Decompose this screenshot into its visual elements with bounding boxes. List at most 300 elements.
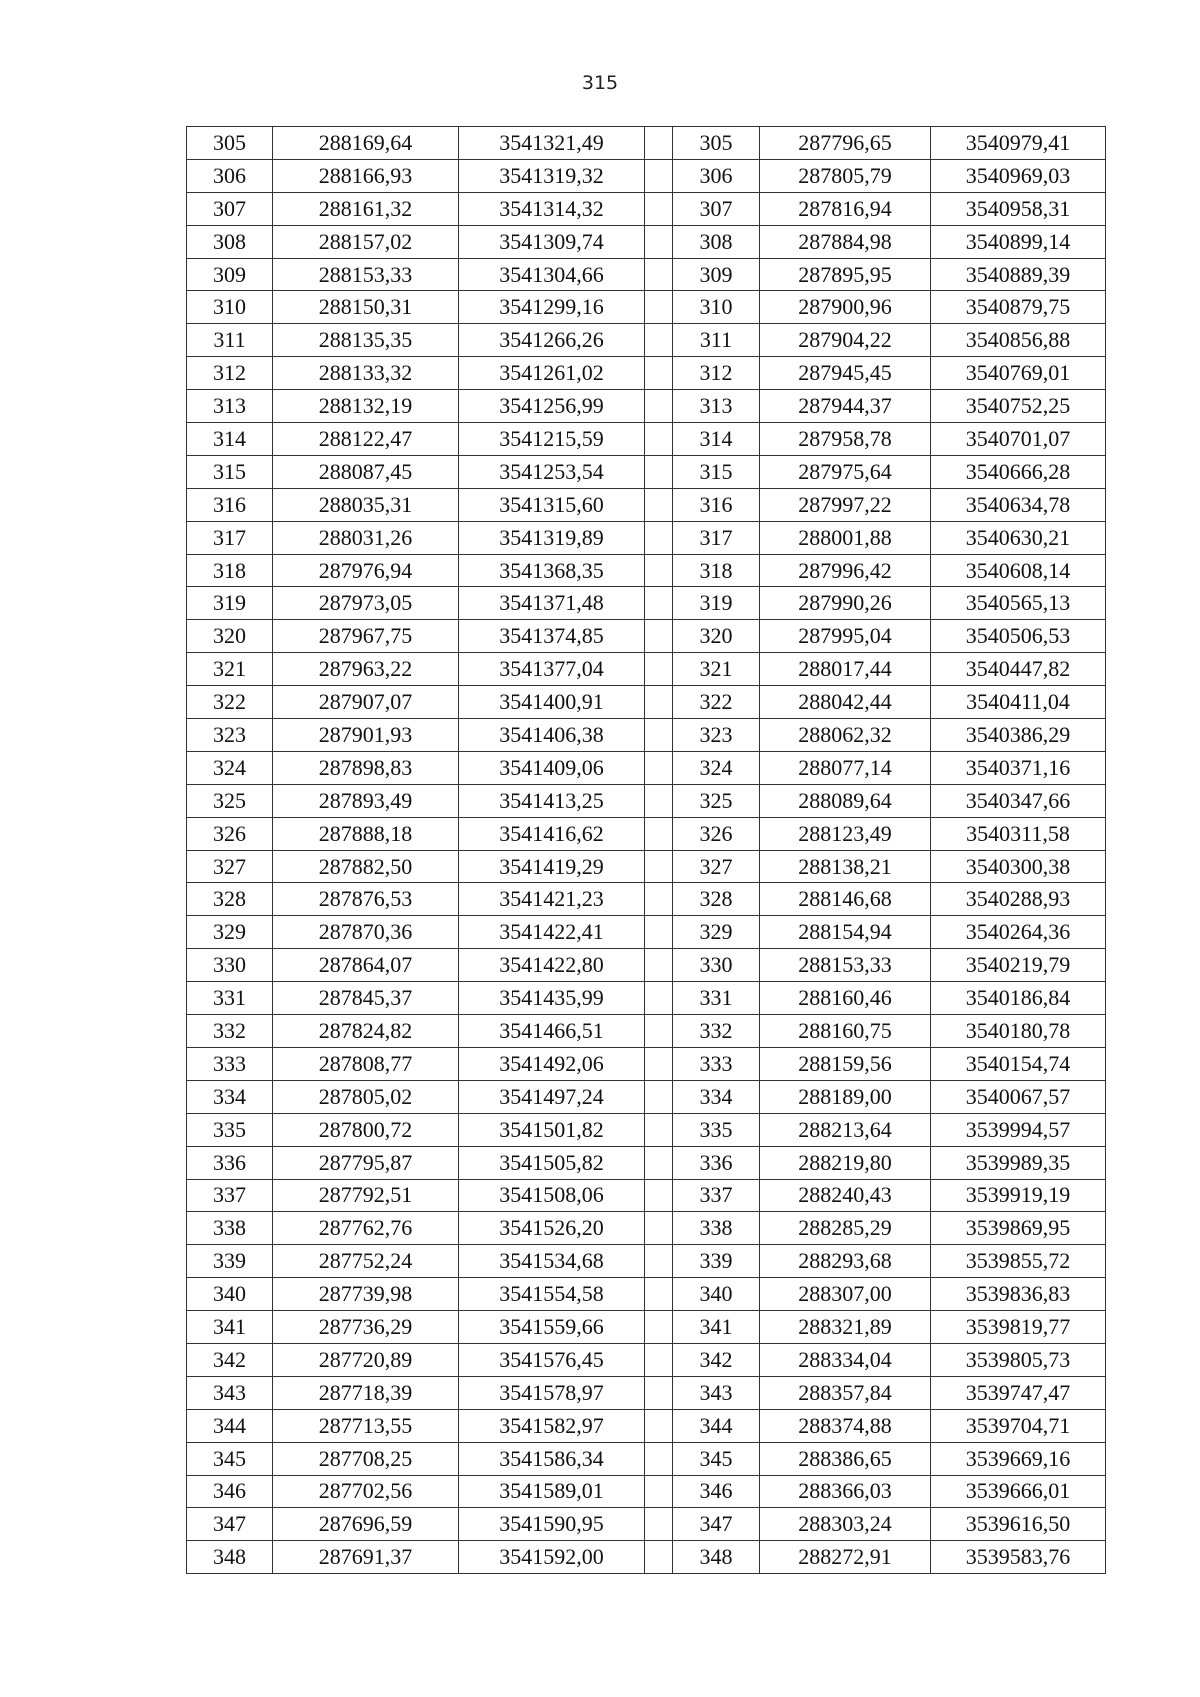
left-point-number: 316 xyxy=(187,488,273,521)
separator-cell xyxy=(645,653,673,686)
left-y-coordinate: 3541559,66 xyxy=(459,1311,645,1344)
left-y-coordinate: 3541421,23 xyxy=(459,883,645,916)
left-x-coordinate: 287907,07 xyxy=(273,686,459,719)
right-point-number: 340 xyxy=(673,1278,760,1311)
right-x-coordinate: 288321,89 xyxy=(760,1311,931,1344)
right-y-coordinate: 3540889,39 xyxy=(931,258,1106,291)
table-row xyxy=(187,1245,1106,1278)
right-y-coordinate: 3540879,75 xyxy=(931,291,1106,324)
left-x-coordinate: 287696,59 xyxy=(273,1508,459,1541)
left-y-coordinate: 3541589,01 xyxy=(459,1475,645,1508)
right-y-coordinate: 3539919,19 xyxy=(931,1179,1106,1212)
right-x-coordinate: 287958,78 xyxy=(760,423,931,456)
right-point-number: 320 xyxy=(673,620,760,653)
right-y-coordinate: 3540899,14 xyxy=(931,225,1106,258)
left-point-number: 334 xyxy=(187,1080,273,1113)
right-point-number: 343 xyxy=(673,1376,760,1409)
left-y-coordinate: 3541315,60 xyxy=(459,488,645,521)
left-x-coordinate: 288161,32 xyxy=(273,192,459,225)
right-point-number: 341 xyxy=(673,1311,760,1344)
table-row xyxy=(187,1179,1106,1212)
table-row xyxy=(187,1278,1106,1311)
left-point-number: 312 xyxy=(187,357,273,390)
table-row xyxy=(187,357,1106,390)
left-point-number: 314 xyxy=(187,423,273,456)
right-x-coordinate: 287975,64 xyxy=(760,455,931,488)
separator-cell xyxy=(645,258,673,291)
separator-cell xyxy=(645,1047,673,1080)
separator-cell xyxy=(645,620,673,653)
left-point-number: 305 xyxy=(187,127,273,160)
left-y-coordinate: 3541368,35 xyxy=(459,554,645,587)
right-y-coordinate: 3539669,16 xyxy=(931,1442,1106,1475)
separator-cell xyxy=(645,1541,673,1574)
right-y-coordinate: 3539704,71 xyxy=(931,1409,1106,1442)
right-point-number: 305 xyxy=(673,127,760,160)
right-y-coordinate: 3540701,07 xyxy=(931,423,1106,456)
left-point-number: 337 xyxy=(187,1179,273,1212)
left-y-coordinate: 3541215,59 xyxy=(459,423,645,456)
left-point-number: 348 xyxy=(187,1541,273,1574)
right-y-coordinate: 3540386,29 xyxy=(931,719,1106,752)
left-y-coordinate: 3541586,34 xyxy=(459,1442,645,1475)
separator-cell xyxy=(645,488,673,521)
left-x-coordinate: 287876,53 xyxy=(273,883,459,916)
left-point-number: 347 xyxy=(187,1508,273,1541)
left-point-number: 330 xyxy=(187,949,273,982)
separator-cell xyxy=(645,1442,673,1475)
left-y-coordinate: 3541419,29 xyxy=(459,850,645,883)
left-point-number: 343 xyxy=(187,1376,273,1409)
left-point-number: 344 xyxy=(187,1409,273,1442)
left-x-coordinate: 287824,82 xyxy=(273,1015,459,1048)
right-point-number: 333 xyxy=(673,1047,760,1080)
left-x-coordinate: 287893,49 xyxy=(273,784,459,817)
right-y-coordinate: 3540634,78 xyxy=(931,488,1106,521)
right-x-coordinate: 287990,26 xyxy=(760,587,931,620)
right-point-number: 342 xyxy=(673,1343,760,1376)
right-y-coordinate: 3540447,82 xyxy=(931,653,1106,686)
separator-cell xyxy=(645,1212,673,1245)
table-row xyxy=(187,324,1106,357)
right-x-coordinate: 288366,03 xyxy=(760,1475,931,1508)
right-point-number: 309 xyxy=(673,258,760,291)
table-row xyxy=(187,159,1106,192)
right-x-coordinate: 288001,88 xyxy=(760,521,931,554)
right-point-number: 345 xyxy=(673,1442,760,1475)
separator-cell xyxy=(645,982,673,1015)
left-x-coordinate: 287792,51 xyxy=(273,1179,459,1212)
right-y-coordinate: 3539583,76 xyxy=(931,1541,1106,1574)
separator-cell xyxy=(645,159,673,192)
right-point-number: 317 xyxy=(673,521,760,554)
right-x-coordinate: 287796,65 xyxy=(760,127,931,160)
right-y-coordinate: 3540666,28 xyxy=(931,455,1106,488)
right-x-coordinate: 288160,75 xyxy=(760,1015,931,1048)
separator-cell xyxy=(645,390,673,423)
separator-cell xyxy=(645,587,673,620)
separator-cell xyxy=(645,883,673,916)
left-y-coordinate: 3541416,62 xyxy=(459,817,645,850)
left-point-number: 320 xyxy=(187,620,273,653)
right-point-number: 313 xyxy=(673,390,760,423)
right-point-number: 308 xyxy=(673,225,760,258)
left-x-coordinate: 287870,36 xyxy=(273,916,459,949)
right-y-coordinate: 3540411,04 xyxy=(931,686,1106,719)
left-y-coordinate: 3541371,48 xyxy=(459,587,645,620)
left-y-coordinate: 3541319,89 xyxy=(459,521,645,554)
table-row xyxy=(187,1080,1106,1113)
right-x-coordinate: 288154,94 xyxy=(760,916,931,949)
right-point-number: 328 xyxy=(673,883,760,916)
right-point-number: 336 xyxy=(673,1146,760,1179)
separator-cell xyxy=(645,291,673,324)
left-x-coordinate: 287901,93 xyxy=(273,719,459,752)
left-y-coordinate: 3541409,06 xyxy=(459,751,645,784)
left-y-coordinate: 3541492,06 xyxy=(459,1047,645,1080)
left-x-coordinate: 288153,33 xyxy=(273,258,459,291)
separator-cell xyxy=(645,949,673,982)
right-y-coordinate: 3540565,13 xyxy=(931,587,1106,620)
table-row xyxy=(187,1376,1106,1409)
right-point-number: 315 xyxy=(673,455,760,488)
left-x-coordinate: 287808,77 xyxy=(273,1047,459,1080)
left-point-number: 328 xyxy=(187,883,273,916)
left-point-number: 346 xyxy=(187,1475,273,1508)
left-y-coordinate: 3541497,24 xyxy=(459,1080,645,1113)
right-point-number: 325 xyxy=(673,784,760,817)
left-point-number: 333 xyxy=(187,1047,273,1080)
right-point-number: 319 xyxy=(673,587,760,620)
separator-cell xyxy=(645,357,673,390)
left-point-number: 339 xyxy=(187,1245,273,1278)
left-point-number: 311 xyxy=(187,324,273,357)
right-y-coordinate: 3540288,93 xyxy=(931,883,1106,916)
table-row xyxy=(187,587,1106,620)
left-y-coordinate: 3541501,82 xyxy=(459,1113,645,1146)
left-point-number: 307 xyxy=(187,192,273,225)
table-row xyxy=(187,916,1106,949)
table-row xyxy=(187,1015,1106,1048)
left-x-coordinate: 287739,98 xyxy=(273,1278,459,1311)
right-y-coordinate: 3540154,74 xyxy=(931,1047,1106,1080)
left-point-number: 325 xyxy=(187,784,273,817)
separator-cell xyxy=(645,784,673,817)
right-point-number: 316 xyxy=(673,488,760,521)
right-point-number: 312 xyxy=(673,357,760,390)
table-row xyxy=(187,1113,1106,1146)
left-y-coordinate: 3541413,25 xyxy=(459,784,645,817)
left-x-coordinate: 288035,31 xyxy=(273,488,459,521)
right-y-coordinate: 3539994,57 xyxy=(931,1113,1106,1146)
left-y-coordinate: 3541256,99 xyxy=(459,390,645,423)
left-point-number: 319 xyxy=(187,587,273,620)
right-x-coordinate: 288307,00 xyxy=(760,1278,931,1311)
right-x-coordinate: 288077,14 xyxy=(760,751,931,784)
right-x-coordinate: 288374,88 xyxy=(760,1409,931,1442)
right-point-number: 311 xyxy=(673,324,760,357)
left-x-coordinate: 287963,22 xyxy=(273,653,459,686)
table-row xyxy=(187,127,1106,160)
right-y-coordinate: 3539819,77 xyxy=(931,1311,1106,1344)
table-row xyxy=(187,1311,1106,1344)
right-x-coordinate: 288062,32 xyxy=(760,719,931,752)
right-x-coordinate: 288138,21 xyxy=(760,850,931,883)
separator-cell xyxy=(645,686,673,719)
right-x-coordinate: 288159,56 xyxy=(760,1047,931,1080)
right-y-coordinate: 3539805,73 xyxy=(931,1343,1106,1376)
separator-cell xyxy=(645,916,673,949)
right-x-coordinate: 287805,79 xyxy=(760,159,931,192)
right-point-number: 310 xyxy=(673,291,760,324)
right-x-coordinate: 288357,84 xyxy=(760,1376,931,1409)
table-row xyxy=(187,1047,1106,1080)
left-x-coordinate: 288169,64 xyxy=(273,127,459,160)
left-y-coordinate: 3541321,49 xyxy=(459,127,645,160)
right-point-number: 318 xyxy=(673,554,760,587)
right-point-number: 307 xyxy=(673,192,760,225)
right-x-coordinate: 287900,96 xyxy=(760,291,931,324)
table-row xyxy=(187,949,1106,982)
table-row xyxy=(187,751,1106,784)
left-point-number: 323 xyxy=(187,719,273,752)
table-row xyxy=(187,1541,1106,1574)
left-y-coordinate: 3541534,68 xyxy=(459,1245,645,1278)
right-y-coordinate: 3539616,50 xyxy=(931,1508,1106,1541)
table-row xyxy=(187,390,1106,423)
right-point-number: 334 xyxy=(673,1080,760,1113)
separator-cell xyxy=(645,127,673,160)
left-x-coordinate: 288135,35 xyxy=(273,324,459,357)
right-x-coordinate: 288123,49 xyxy=(760,817,931,850)
table-row xyxy=(187,883,1106,916)
left-point-number: 324 xyxy=(187,751,273,784)
right-y-coordinate: 3539989,35 xyxy=(931,1146,1106,1179)
right-y-coordinate: 3540608,14 xyxy=(931,554,1106,587)
right-point-number: 324 xyxy=(673,751,760,784)
right-y-coordinate: 3539747,47 xyxy=(931,1376,1106,1409)
table-row xyxy=(187,521,1106,554)
left-x-coordinate: 287898,83 xyxy=(273,751,459,784)
right-point-number: 348 xyxy=(673,1541,760,1574)
left-y-coordinate: 3541582,97 xyxy=(459,1409,645,1442)
right-point-number: 346 xyxy=(673,1475,760,1508)
right-point-number: 344 xyxy=(673,1409,760,1442)
right-y-coordinate: 3540347,66 xyxy=(931,784,1106,817)
right-y-coordinate: 3540219,79 xyxy=(931,949,1106,982)
separator-cell xyxy=(645,1245,673,1278)
separator-cell xyxy=(645,554,673,587)
left-point-number: 322 xyxy=(187,686,273,719)
separator-cell xyxy=(645,521,673,554)
right-x-coordinate: 288213,64 xyxy=(760,1113,931,1146)
table-row xyxy=(187,982,1106,1015)
right-x-coordinate: 287944,37 xyxy=(760,390,931,423)
left-point-number: 306 xyxy=(187,159,273,192)
right-point-number: 322 xyxy=(673,686,760,719)
left-y-coordinate: 3541314,32 xyxy=(459,192,645,225)
right-y-coordinate: 3539666,01 xyxy=(931,1475,1106,1508)
left-x-coordinate: 288031,26 xyxy=(273,521,459,554)
right-x-coordinate: 287904,22 xyxy=(760,324,931,357)
separator-cell xyxy=(645,1015,673,1048)
right-y-coordinate: 3540856,88 xyxy=(931,324,1106,357)
left-point-number: 308 xyxy=(187,225,273,258)
left-y-coordinate: 3541526,20 xyxy=(459,1212,645,1245)
right-x-coordinate: 288285,29 xyxy=(760,1212,931,1245)
right-point-number: 347 xyxy=(673,1508,760,1541)
left-x-coordinate: 288122,47 xyxy=(273,423,459,456)
right-x-coordinate: 287816,94 xyxy=(760,192,931,225)
right-y-coordinate: 3540979,41 xyxy=(931,127,1106,160)
right-point-number: 323 xyxy=(673,719,760,752)
right-y-coordinate: 3540958,31 xyxy=(931,192,1106,225)
right-point-number: 335 xyxy=(673,1113,760,1146)
left-x-coordinate: 288166,93 xyxy=(273,159,459,192)
table-row xyxy=(187,1212,1106,1245)
right-x-coordinate: 288303,24 xyxy=(760,1508,931,1541)
left-x-coordinate: 287795,87 xyxy=(273,1146,459,1179)
separator-cell xyxy=(645,751,673,784)
right-x-coordinate: 288160,46 xyxy=(760,982,931,1015)
left-x-coordinate: 287752,24 xyxy=(273,1245,459,1278)
left-y-coordinate: 3541406,38 xyxy=(459,719,645,752)
left-y-coordinate: 3541422,41 xyxy=(459,916,645,949)
left-point-number: 342 xyxy=(187,1343,273,1376)
table-row xyxy=(187,1508,1106,1541)
right-y-coordinate: 3539836,83 xyxy=(931,1278,1106,1311)
right-x-coordinate: 288017,44 xyxy=(760,653,931,686)
table-row xyxy=(187,225,1106,258)
left-y-coordinate: 3541576,45 xyxy=(459,1343,645,1376)
left-y-coordinate: 3541400,91 xyxy=(459,686,645,719)
table-row xyxy=(187,620,1106,653)
right-point-number: 314 xyxy=(673,423,760,456)
left-x-coordinate: 287800,72 xyxy=(273,1113,459,1146)
right-y-coordinate: 3540769,01 xyxy=(931,357,1106,390)
left-point-number: 309 xyxy=(187,258,273,291)
left-y-coordinate: 3541422,80 xyxy=(459,949,645,982)
left-y-coordinate: 3541319,32 xyxy=(459,159,645,192)
separator-cell xyxy=(645,817,673,850)
left-x-coordinate: 287805,02 xyxy=(273,1080,459,1113)
right-point-number: 329 xyxy=(673,916,760,949)
left-y-coordinate: 3541590,95 xyxy=(459,1508,645,1541)
left-x-coordinate: 288133,32 xyxy=(273,357,459,390)
separator-cell xyxy=(645,324,673,357)
left-y-coordinate: 3541261,02 xyxy=(459,357,645,390)
separator-cell xyxy=(645,1508,673,1541)
left-point-number: 329 xyxy=(187,916,273,949)
left-y-coordinate: 3541374,85 xyxy=(459,620,645,653)
left-x-coordinate: 287845,37 xyxy=(273,982,459,1015)
table-row xyxy=(187,455,1106,488)
left-x-coordinate: 288157,02 xyxy=(273,225,459,258)
right-point-number: 306 xyxy=(673,159,760,192)
table-row xyxy=(187,291,1106,324)
separator-cell xyxy=(645,1343,673,1376)
right-y-coordinate: 3539869,95 xyxy=(931,1212,1106,1245)
left-y-coordinate: 3541309,74 xyxy=(459,225,645,258)
table-row xyxy=(187,1475,1106,1508)
left-y-coordinate: 3541266,26 xyxy=(459,324,645,357)
left-point-number: 345 xyxy=(187,1442,273,1475)
right-point-number: 338 xyxy=(673,1212,760,1245)
left-point-number: 310 xyxy=(187,291,273,324)
table-row xyxy=(187,554,1106,587)
right-y-coordinate: 3540186,84 xyxy=(931,982,1106,1015)
left-x-coordinate: 287720,89 xyxy=(273,1343,459,1376)
table-row xyxy=(187,1409,1106,1442)
right-point-number: 339 xyxy=(673,1245,760,1278)
separator-cell xyxy=(645,1475,673,1508)
left-x-coordinate: 287762,76 xyxy=(273,1212,459,1245)
right-y-coordinate: 3540506,53 xyxy=(931,620,1106,653)
right-y-coordinate: 3540180,78 xyxy=(931,1015,1106,1048)
separator-cell xyxy=(645,1179,673,1212)
table-row xyxy=(187,686,1106,719)
table-row xyxy=(187,850,1106,883)
left-point-number: 341 xyxy=(187,1311,273,1344)
coordinates-table-body xyxy=(187,127,1106,1574)
left-point-number: 315 xyxy=(187,455,273,488)
right-y-coordinate: 3540752,25 xyxy=(931,390,1106,423)
right-x-coordinate: 288089,64 xyxy=(760,784,931,817)
right-x-coordinate: 288146,68 xyxy=(760,883,931,916)
left-y-coordinate: 3541253,54 xyxy=(459,455,645,488)
right-y-coordinate: 3540264,36 xyxy=(931,916,1106,949)
left-x-coordinate: 287888,18 xyxy=(273,817,459,850)
left-x-coordinate: 287691,37 xyxy=(273,1541,459,1574)
left-y-coordinate: 3541299,16 xyxy=(459,291,645,324)
left-x-coordinate: 287702,56 xyxy=(273,1475,459,1508)
separator-cell xyxy=(645,455,673,488)
left-point-number: 327 xyxy=(187,850,273,883)
separator-cell xyxy=(645,719,673,752)
separator-cell xyxy=(645,225,673,258)
table-row xyxy=(187,1442,1106,1475)
separator-cell xyxy=(645,1376,673,1409)
right-x-coordinate: 287945,45 xyxy=(760,357,931,390)
left-y-coordinate: 3541466,51 xyxy=(459,1015,645,1048)
page-number: 315 xyxy=(581,72,619,94)
right-y-coordinate: 3540371,16 xyxy=(931,751,1106,784)
right-x-coordinate: 288240,43 xyxy=(760,1179,931,1212)
right-x-coordinate: 288272,91 xyxy=(760,1541,931,1574)
table-row xyxy=(187,258,1106,291)
left-x-coordinate: 287864,07 xyxy=(273,949,459,982)
table-row xyxy=(187,192,1106,225)
left-x-coordinate: 288150,31 xyxy=(273,291,459,324)
left-x-coordinate: 288087,45 xyxy=(273,455,459,488)
left-x-coordinate: 287973,05 xyxy=(273,587,459,620)
separator-cell xyxy=(645,1146,673,1179)
separator-cell xyxy=(645,192,673,225)
left-x-coordinate: 287708,25 xyxy=(273,1442,459,1475)
right-x-coordinate: 288153,33 xyxy=(760,949,931,982)
left-point-number: 313 xyxy=(187,390,273,423)
right-point-number: 330 xyxy=(673,949,760,982)
right-y-coordinate: 3540969,03 xyxy=(931,159,1106,192)
left-y-coordinate: 3541578,97 xyxy=(459,1376,645,1409)
table-row xyxy=(187,719,1106,752)
right-point-number: 326 xyxy=(673,817,760,850)
left-point-number: 317 xyxy=(187,521,273,554)
right-x-coordinate: 288219,80 xyxy=(760,1146,931,1179)
left-point-number: 332 xyxy=(187,1015,273,1048)
right-y-coordinate: 3540311,58 xyxy=(931,817,1106,850)
separator-cell xyxy=(645,1409,673,1442)
